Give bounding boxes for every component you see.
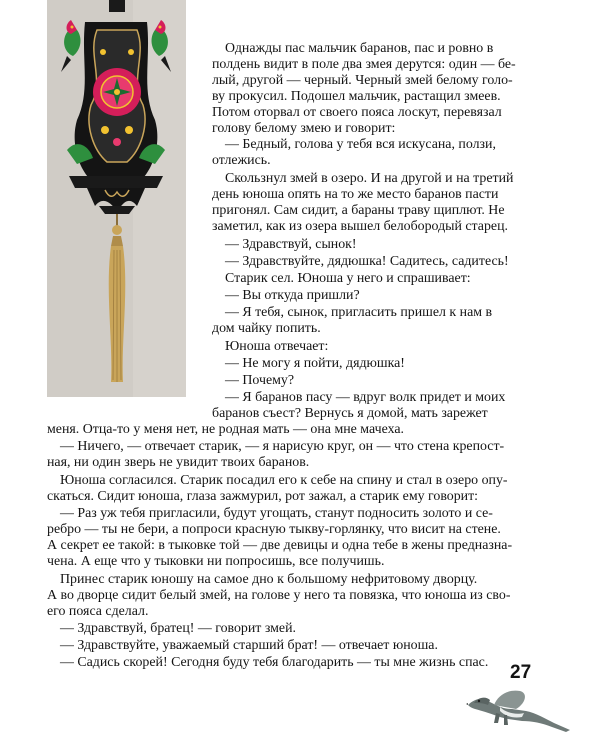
text-line: скаться. Сидит юноша, глаза зажмурил, рот зажал, а старик ему говорит: <box>47 489 479 504</box>
text-line: ву прокусил. Подошел мальчик, растащил змеев. <box>212 89 501 104</box>
text-line: Старик сел. Юноша у него и спрашивает: <box>225 271 471 286</box>
text-line: — Не могу я пойти, дядюшка! <box>225 356 405 371</box>
text-line: чена. А еще что у тыковки ни попросишь, все получишь. <box>47 554 385 569</box>
text-line: — Ничего, — отвечает старик, — я нарисую круг, он — что стена крепост- <box>60 439 505 454</box>
page-number: 27 <box>510 662 532 683</box>
illustration-photo <box>47 0 186 397</box>
text-line: полдень видит в поле два змея дерутся: один — бе- <box>212 57 516 72</box>
text-line: дом чайку попить. <box>212 321 321 336</box>
text-line: заметил, как из озера вышел белобородый старец. <box>212 219 508 234</box>
magpie-bird-icon <box>466 683 572 733</box>
text-line: — Здравствуйте, уважаемый старший брат! — отвечает юноша. <box>60 638 438 653</box>
text-line: — Здравствуй, сынок! <box>225 237 357 252</box>
text-line: — Здравствуйте, дядюшка! Садитесь, садитесь! <box>225 254 509 269</box>
text-line: Однажды пас мальчик баранов, пас и ровно в <box>225 41 494 56</box>
text-line: отлежись. <box>212 153 271 168</box>
wall-hanging-illustration <box>47 0 186 397</box>
text-line: лый, другой — черный. Черный змей белому голо- <box>212 73 513 88</box>
text-line: — Здравствуй, братец! — говорит змей. <box>60 621 297 636</box>
text-line: — Я баранов пасу — вдруг волк придет и моих <box>225 390 506 405</box>
text-line: А секрет ее такой: в тыковке той — две девицы и одна тебе в жены предназна- <box>47 538 513 553</box>
text-line: ная, ни один зверь не увидит твоих баранов. <box>47 455 310 470</box>
text-line: — Я тебя, сынок, пригласить пришел к нам в <box>225 305 493 320</box>
text-line: А во дворце сидит белый змей, на голове у него та повязка, что юноша из сво- <box>47 588 511 603</box>
text-line: день юноша опять на то же место баранов пасти <box>212 187 499 202</box>
text-line: Юноша согласился. Старик посадил его к себе на спину и стал в озеро опу- <box>60 473 508 488</box>
text-line: — Вы откуда пришли? <box>225 288 360 303</box>
text-line: — Раз уж тебя пригласили, будут угощать, станут подносить золото и се- <box>60 506 493 521</box>
text-line: Потом оторвал от своего пояса лоскут, перевязал <box>212 105 502 120</box>
text-line: меня. Отца-то у меня нет, не родная мать — она мне мачеха. <box>47 422 404 437</box>
text-line: пригонял. Сам сидит, а бараны траву щиплют. Не <box>212 203 505 218</box>
text-line: баранов съест? Вернусь я домой, мать зарежет <box>212 406 488 421</box>
text-line: — Садись скорей! Сегодня буду тебя благодарить — ты мне жизнь спас. <box>60 655 489 670</box>
text-line: — Бедный, голова у тебя вся искусана, ползи, <box>225 137 496 152</box>
text-line: Скользнул змей в озеро. И на другой и на третий <box>225 171 514 186</box>
text-line: голову белому змею и говорит: <box>212 121 396 136</box>
text-line: его пояса сделал. <box>47 604 149 619</box>
text-line: — Почему? <box>225 373 295 388</box>
text-line: Принес старик юношу на самое дно к большому нефритовому дворцу. <box>60 572 478 587</box>
text-line: Юноша отвечает: <box>225 339 329 354</box>
text-line: ребро — ты не бери, а попроси красную тыкву-горлянку, что висит на стене. <box>47 522 501 537</box>
